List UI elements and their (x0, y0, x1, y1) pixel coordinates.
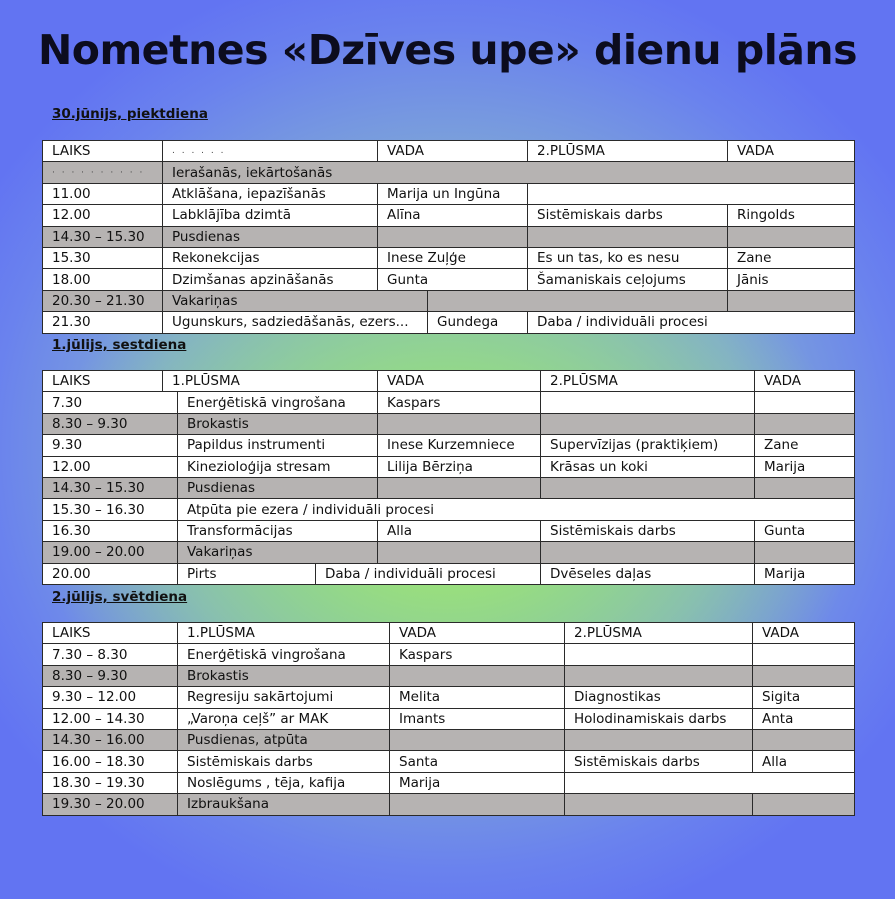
cell: Šamaniskais ceļojums (528, 269, 728, 290)
cell: 9.30 – 12.00 (43, 687, 178, 708)
cell: Pirts (178, 563, 316, 584)
cell: Regresiju sakārtojumi (178, 687, 390, 708)
cell: Santa (390, 751, 565, 772)
cell (755, 413, 855, 434)
cell: 7.30 – 8.30 (43, 644, 178, 665)
cell: Sistēmiskais darbs (541, 520, 755, 541)
cell: Daba / individuāli procesi (528, 312, 855, 333)
cell: 15.30 (43, 247, 163, 268)
cell: 9.30 (43, 435, 178, 456)
table-row (43, 392, 855, 413)
cell: Kaspars (378, 392, 541, 413)
cell: Enerģētiskā vingrošana (178, 644, 390, 665)
cell: Alla (753, 751, 855, 772)
cell: Ringolds (728, 205, 855, 226)
cell: Marija un Ingūna (378, 183, 528, 204)
cell: Marija (755, 456, 855, 477)
cell: 8.30 – 9.30 (43, 413, 178, 434)
cell: Anta (753, 708, 855, 729)
table-row (43, 183, 855, 204)
header-cell: 2.PLŪSMA (541, 371, 755, 392)
header-cell: LAIKS (43, 371, 163, 392)
table-row (43, 563, 855, 584)
table-row (43, 708, 855, 729)
cell: Ugunskurs, sadziedāšanās, ezers... (163, 312, 428, 333)
table-row (43, 520, 855, 541)
cell: Pusdienas (178, 477, 378, 498)
table-row (43, 312, 855, 333)
header-cell: 2.PLŪSMA (565, 623, 753, 644)
cell: Jānis (728, 269, 855, 290)
cell (565, 644, 753, 665)
cell: Dvēseles daļas (541, 563, 755, 584)
cell: 14.30 – 15.30 (43, 226, 163, 247)
cell (528, 183, 855, 204)
table-row (43, 687, 855, 708)
header-cell: VADA (390, 623, 565, 644)
cell: Krāsas un koki (541, 456, 755, 477)
table-header-row (43, 623, 855, 644)
cell: Vakariņas (163, 290, 428, 311)
cell: Inese Kurzemniece (378, 435, 541, 456)
cell (390, 794, 565, 815)
table-row (43, 435, 855, 456)
table-row (43, 772, 855, 793)
header-cell: VADA (378, 141, 528, 162)
cell: Rekonekcijas (163, 247, 378, 268)
table-row (43, 751, 855, 772)
cell: Transformācijas (178, 520, 378, 541)
cell (728, 226, 855, 247)
cell: Labklājība dzimtā (163, 205, 378, 226)
cell: 14.30 – 16.00 (43, 729, 178, 750)
header-cell: 1.PLŪSMA (178, 623, 390, 644)
cell: Sistēmiskais darbs (528, 205, 728, 226)
cell: Dzimšanas apzināšanās (163, 269, 378, 290)
cell: Ierašanās, iekārtošanās (163, 162, 855, 183)
header-cell: 2.PLŪSMA (528, 141, 728, 162)
cell: Alla (378, 520, 541, 541)
cell: Marija (390, 772, 565, 793)
cell: Atpūta pie ezera / individuāli procesi (178, 499, 855, 520)
header-cell: VADA (753, 623, 855, 644)
header-cell: . . . . . . (163, 141, 378, 162)
cell: Alīna (378, 205, 528, 226)
cell: Izbraukšana (178, 794, 390, 815)
cell (755, 477, 855, 498)
cell: Vakariņas (178, 542, 378, 563)
cell: 18.00 (43, 269, 163, 290)
cell: Gunta (755, 520, 855, 541)
cell: Holodinamiskais darbs (565, 708, 753, 729)
cell: Melita (390, 687, 565, 708)
table-header-row (43, 141, 855, 162)
schedule-table-sunday (42, 622, 855, 816)
cell: Pusdienas, atpūta (178, 729, 390, 750)
cell (378, 413, 541, 434)
cell: 8.30 – 9.30 (43, 665, 178, 686)
cell: Diagnostikas (565, 687, 753, 708)
cell: Gunta (378, 269, 528, 290)
cell: Supervīzijas (praktiķiem) (541, 435, 755, 456)
cell: Inese Zuļģe (378, 247, 528, 268)
header-cell: LAIKS (43, 141, 163, 162)
cell: Sistēmiskais darbs (565, 751, 753, 772)
cell: Gundega (428, 312, 528, 333)
table-row (43, 665, 855, 686)
cell: Daba / individuāli procesi (316, 563, 541, 584)
header-cell: 1.PLŪSMA (163, 371, 378, 392)
cell: Imants (390, 708, 565, 729)
cell (753, 644, 855, 665)
header-cell: VADA (728, 141, 855, 162)
day-heading-friday: 30.jūnijs, piektdiena (52, 106, 208, 122)
table-row (43, 542, 855, 563)
cell: 12.00 (43, 456, 178, 477)
table-row (43, 413, 855, 434)
table-row (43, 794, 855, 815)
cell: Kinezioloģija stresam (178, 456, 378, 477)
schedule-table-friday (42, 140, 855, 334)
cell (428, 290, 728, 311)
table-row (43, 644, 855, 665)
cell: 16.00 – 18.30 (43, 751, 178, 772)
cell: 18.30 – 19.30 (43, 772, 178, 793)
table-row (43, 205, 855, 226)
cell: 20.00 (43, 563, 178, 584)
cell (753, 665, 855, 686)
cell: Papildus instrumenti (178, 435, 378, 456)
cell (565, 665, 753, 686)
cell (755, 392, 855, 413)
cell (390, 729, 565, 750)
cell: Es un tas, ko es nesu (528, 247, 728, 268)
cell (565, 794, 753, 815)
cell (565, 772, 855, 793)
cell: 16.30 (43, 520, 178, 541)
cell (541, 392, 755, 413)
cell: „Varoņa ceļš” ar MAK (178, 708, 390, 729)
table-row (43, 226, 855, 247)
cell (565, 729, 753, 750)
table-header-row (43, 371, 855, 392)
cell: 14.30 – 15.30 (43, 477, 178, 498)
table-row (43, 269, 855, 290)
cell: 12.00 – 14.30 (43, 708, 178, 729)
header-cell: VADA (378, 371, 541, 392)
cell: Zane (728, 247, 855, 268)
table-row (43, 456, 855, 477)
table-row (43, 499, 855, 520)
header-cell: VADA (755, 371, 855, 392)
cell (378, 477, 541, 498)
cell: · · · · · · · · · · (43, 162, 163, 183)
cell (753, 794, 855, 815)
cell (541, 542, 755, 563)
cell: Atklāšana, iepazīšanās (163, 183, 378, 204)
cell: Brokastis (178, 665, 390, 686)
cell: 20.30 – 21.30 (43, 290, 163, 311)
cell: 15.30 – 16.30 (43, 499, 178, 520)
cell: 21.30 (43, 312, 163, 333)
cell: 12.00 (43, 205, 163, 226)
header-cell: LAIKS (43, 623, 178, 644)
cell: 19.30 – 20.00 (43, 794, 178, 815)
cell: Brokastis (178, 413, 378, 434)
cell: 7.30 (43, 392, 178, 413)
cell: Pusdienas (163, 226, 378, 247)
table-row (43, 477, 855, 498)
cell (728, 290, 855, 311)
day-heading-saturday: 1.jūlijs, sestdiena (52, 337, 187, 353)
day-heading-sunday: 2.jūlijs, svētdiena (52, 589, 188, 605)
cell: Sistēmiskais darbs (178, 751, 390, 772)
cell (755, 542, 855, 563)
cell (541, 477, 755, 498)
table-row (43, 290, 855, 311)
cell: Noslēgums , tēja, kafija (178, 772, 390, 793)
cell (541, 413, 755, 434)
cell: Enerģētiskā vingrošana (178, 392, 378, 413)
cell: Zane (755, 435, 855, 456)
schedule-table-saturday (42, 370, 855, 585)
cell (378, 542, 541, 563)
cell (753, 729, 855, 750)
cell (390, 665, 565, 686)
table-row (43, 729, 855, 750)
cell: 19.00 – 20.00 (43, 542, 178, 563)
cell (528, 226, 728, 247)
cell: Lilija Bērziņa (378, 456, 541, 477)
cell (378, 226, 528, 247)
cell: Marija (755, 563, 855, 584)
cell: 11.00 (43, 183, 163, 204)
cell: Sigita (753, 687, 855, 708)
page-title: Nometnes «Dzīves upe» dienu plāns (37, 26, 858, 74)
table-row (43, 162, 855, 183)
cell: Kaspars (390, 644, 565, 665)
table-row (43, 247, 855, 268)
